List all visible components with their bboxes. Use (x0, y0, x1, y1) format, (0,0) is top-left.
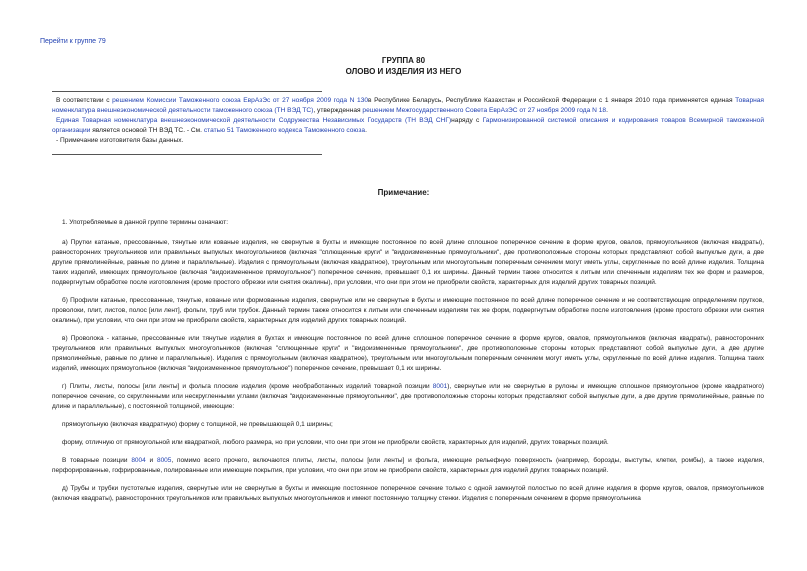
group-name: ОЛОВО И ИЗДЕЛИЯ ИЗ НЕГО (345, 67, 462, 76)
commission-decision-link[interactable]: решением Комиссии Таможенного союза ЕврАзЭс от 27 ноября 2009 года N 130 (112, 97, 369, 104)
footnote-text: , утвержденная (313, 107, 363, 114)
heading-8005-link[interactable]: 8005 (156, 457, 172, 464)
note-item-e-tubes: д) Трубы и трубки пустотелые изделия, свернутые или не свернутые в бухты и имеющие постоянное поперечное сечение только с одной замкнутой полостью по всей длине изделия в форме кругов, овалов, прямоугольников (включая квадраты), равносторонних треугольников или правильных выпуклых многоугольников и имеют постоянную толщину стенки. Изделия с поперечным сечением в форме прямоугольника (52, 485, 764, 502)
goto-prev-group-link[interactable]: Перейти к группе 79 (40, 38, 106, 45)
footnote-text: в Республике Беларусь, Республике Казахстан и Российской Федерации с 1 января 2010 года применяется единая (368, 97, 736, 104)
database-footnote (52, 96, 764, 146)
footnote-text: наряду с (451, 117, 483, 124)
footnote-bottom-rule (52, 154, 322, 155)
footnote-text: является основой ТН ВЭД ТС. - См. (90, 127, 204, 134)
footnote-paragraph-3: - Примечание изготовителя базы данных. (56, 137, 184, 144)
group-header (0, 55, 807, 77)
note-text: В товарные позиции (62, 457, 132, 464)
note-title: Примечание: (377, 188, 430, 197)
note-item-d-sub1: прямоугольную (включая квадратную) форму с толщиной, не превышающей 0,1 ширины; (62, 421, 333, 428)
council-decision-link[interactable]: решением Межгосударственного Совета ЕврАзЭС от 27 ноября 2009 года N 18 (362, 107, 607, 114)
note-item-b-profiles: б) Профили катаные, прессованные, тянутые, кованые или формованные изделия, свернутые или не свернутые в бухты и имеющие постоянное по всей длине поперечное сечение и не соответствующие определениям прутков, проволоки, плит, листов, полос [или лент], фольги, труб или трубок. Данный термин также относится к литым или спеченным изделиям тех же форм, подвергнутым обработке после изготовления (кроме простого обрезки или снятия окалины), при условии, что они при этом не приобрели свойств, характерных для изделий других товарных позиций. (52, 297, 764, 324)
customs-code-article-link[interactable]: статью 51 Таможенного кодекса Таможенного союза (203, 127, 366, 134)
footnote-paragraph-1 (52, 96, 764, 116)
note-item-d-plates (52, 382, 764, 412)
heading-8001-link[interactable]: 8001 (432, 383, 448, 390)
note-item-d-sub2: форму, отличную от прямоугольной или квадратной, любого размера, но при условии, что они при этом не приобрели свойств, характерных для изделий, других товарных позиций. (62, 439, 609, 446)
note-text: , помимо всего прочего, включаются плиты, листы, полосы [или ленты] и фольга, имеющие рельефную поверхность (например, борозды, выступы, клетки, ромбы), а также изделия, перфорированные, гофрированные, полированные или имеющие покрытия, при условии, что они при этом не приобрели свойств, характерных для изделий других товарных позиций. (52, 457, 764, 474)
footnote-paragraph-2 (52, 116, 764, 136)
heading-8004-link[interactable]: 8004 (131, 457, 146, 464)
note-item-a-bars: а) Прутки катаные, прессованные, тянутые или кованые изделия, не свернутые в бухты и имеющие постоянное по всей длине сплошное поперечное сечение в форме кругов, овалов, прямоугольников (включая квадраты), равносторонних треугольников или правильных выпуклых многоугольников (включая "сплющенные круги" и "видоизмененные прямоугольники", две противоположные стороны которых представляют собой выпуклые дуги, а две другие прямолинейные, равные по длине и параллельные). Изделия с прямоугольным (включая квадратное), треугольным или многоугольным поперечным сечением могут иметь углы, скругленные по всей длине изделия. Толщина таких изделий, имеющих прямоугольное (включая "видоизмененное прямоугольное") поперечное сечение, превышает 0,1 их ширины. Данный термин также относится к литым или спеченным изделиям тех же форм и размеров, подвергнутым обработке после изготовления (кроме простого обрезки или снятия окалины), при условии, что они при этом не приобрели свойств, характерных для изделий других товарных позиций. (52, 239, 764, 286)
footnote-top-rule (52, 91, 322, 92)
note-item-d-sub3 (52, 456, 764, 476)
footnote-text: . (365, 127, 367, 134)
footnote-text: В соответствии с (56, 97, 113, 104)
harmonized-system-link[interactable]: Гармонизированной системой описания и кодирования товаров Всемирной таможенной организации (52, 117, 764, 134)
note-text: и (145, 457, 157, 464)
tn-ved-sng-link[interactable]: Единая Товарная номенклатура внешнеэкономической деятельности Содружества Независимых Государств (ТН ВЭД СНГ) (56, 117, 452, 124)
footnote-text: . (606, 107, 608, 114)
note-item-c-wire: в) Проволока - катаные, прессованные или тянутые изделия в бухтах и имеющие постоянное по всей длине сплошное поперечное сечение в форме кругов, овалов, прямоугольников (включая квадраты), равносторонних треугольников или правильных выпуклых многоугольников (включая "сплющенные круги" и "видоизмененные прямоугольники", две противоположные стороны которых представляют собой выпуклые дуги, а две другие прямолинейные, равные по длине и параллельные). Изделия с прямоугольным (включая квадратное), треугольным или многоугольным поперечным сечением могут иметь углы, скругленные по всей длине изделия. Толщина таких изделий, имеющих прямоугольное (включая "видоизмененное прямоугольное") поперечное сечение, превышает 0,1 их ширины. (52, 335, 764, 372)
tn-ved-ts-link[interactable]: Товарная номенклатура внешнеэкономической деятельности таможенного союза (ТН ВЭД ТС) (52, 97, 764, 114)
note-item-1: 1. Употребляемые в данной группе термины означают: (62, 219, 229, 226)
note-text: ), свернутые или не свернутые в рулоны и имеющие сплошное прямоугольное (кроме квадратного) поперечное сечение, со скругленными или нескругленными углами (включая "видоизмененные прямоугольники", две противоположные стороны которых представляют собой выпуклые дуги, а две другие прямолинейные, равные по длине и параллельные), с постоянной толщиной, имеющие: (52, 383, 764, 410)
group-number: ГРУППА 80 (381, 56, 426, 65)
note-body (52, 208, 764, 512)
note-text: г) Плиты, листы, полосы [или ленты] и фольга плоские изделия (кроме необработанных изделий товарной позиции (62, 383, 433, 390)
